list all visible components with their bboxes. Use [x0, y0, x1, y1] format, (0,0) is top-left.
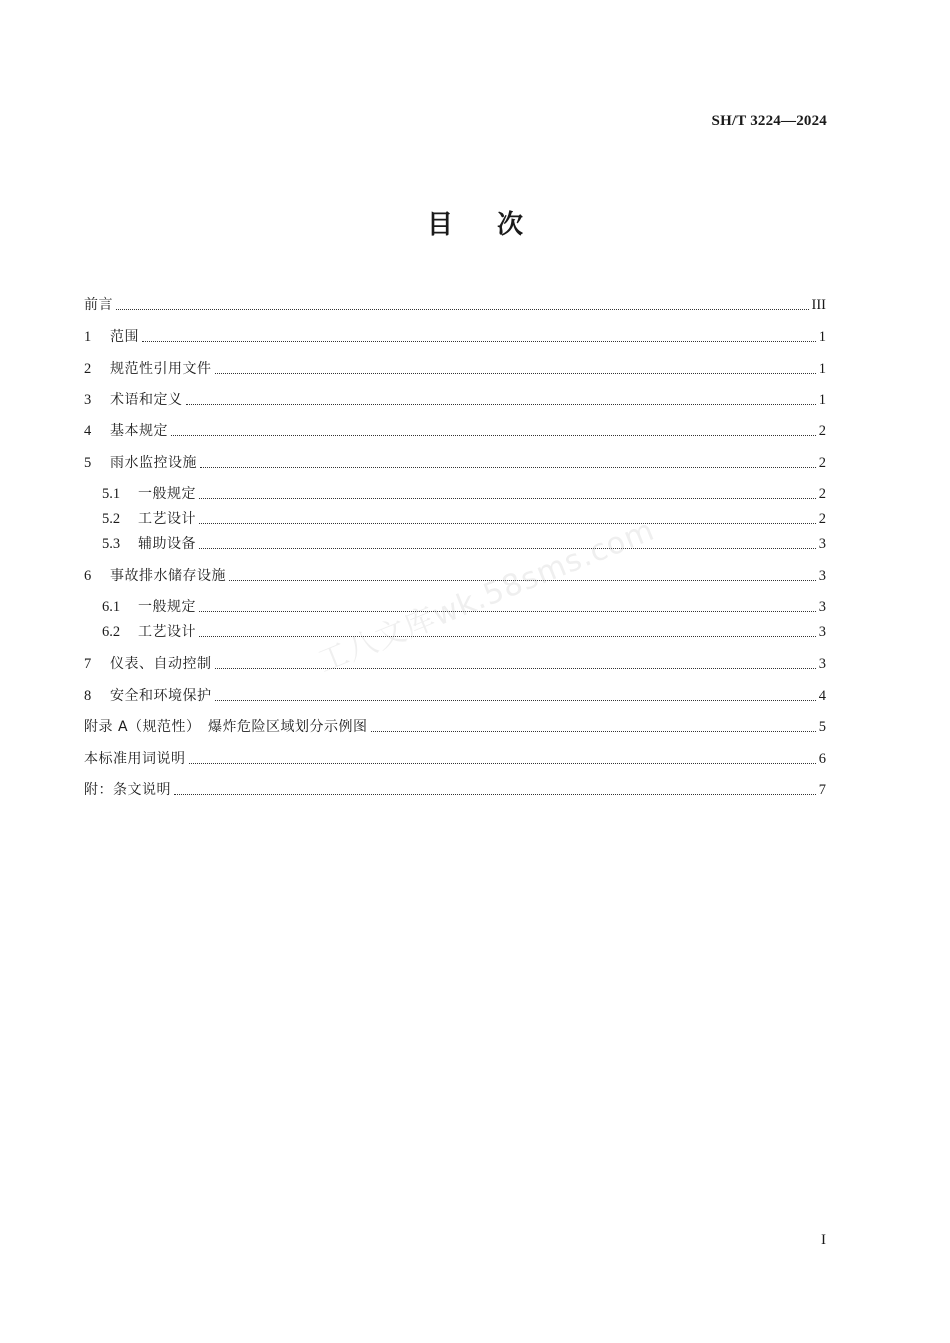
- toc-leader-dots: [215, 667, 816, 669]
- toc-entry-number: 6: [84, 568, 92, 584]
- toc-entry-4[interactable]: [84, 419, 826, 441]
- toc-entry-5-2[interactable]: [102, 507, 826, 529]
- toc-entry-page: 4: [818, 688, 826, 704]
- toc-entry-label: 前言: [84, 297, 113, 313]
- toc-leader-dots: [215, 699, 816, 701]
- toc-entry-number: 5.3: [102, 536, 121, 552]
- toc-entry-label: 安全和环境保护: [110, 688, 212, 704]
- toc-entry-preface[interactable]: [84, 293, 826, 315]
- toc-entry-page: 3: [818, 624, 826, 640]
- toc-leader-dots: [199, 522, 816, 524]
- toc-entry-number: 5: [84, 455, 92, 471]
- toc-entry-page: 2: [818, 423, 826, 439]
- title-char-2: 次: [497, 210, 524, 240]
- toc-leader-dots: [142, 340, 816, 342]
- watermark: 工八文库wk.58sms.com: [312, 512, 660, 680]
- toc-entry-label: 术语和定义: [110, 392, 183, 408]
- toc-entry-7[interactable]: [84, 652, 826, 674]
- toc-entry-label: 规范性引用文件: [110, 361, 212, 377]
- toc-entry-5-3[interactable]: [102, 532, 826, 554]
- page-title: [0, 204, 950, 241]
- toc-entry-page: 3: [818, 599, 826, 615]
- toc-entry-label: 雨水监控设施: [110, 455, 197, 471]
- toc-entry-page: 6: [818, 751, 826, 767]
- toc-leader-dots: [171, 434, 816, 436]
- toc-leader-dots: [371, 730, 816, 732]
- toc-entry-page: 7: [818, 782, 826, 798]
- toc-entry-label: 附：条文说明: [84, 782, 171, 798]
- toc-entry-commentary[interactable]: [84, 778, 826, 800]
- toc-entry-label: 一般规定: [138, 486, 196, 502]
- toc-entry-page: 2: [818, 486, 826, 502]
- toc-entry-5[interactable]: [84, 451, 826, 473]
- toc-entry-label: 辅助设备: [138, 536, 196, 552]
- toc-entry-number: 7: [84, 656, 92, 672]
- toc-entry-label: 仪表、自动控制: [110, 656, 212, 672]
- toc-entry-label: 事故排水储存设施: [110, 568, 226, 584]
- toc-entry-3[interactable]: [84, 388, 826, 410]
- toc-entry-label: 附录 A（规范性） 爆炸危险区域划分示例图: [84, 719, 368, 735]
- toc-entry-label: 工艺设计: [138, 511, 196, 527]
- toc-entry-page: III: [811, 297, 826, 313]
- toc-leader-dots: [200, 466, 816, 468]
- toc-entry-page: 3: [818, 536, 826, 552]
- toc-leader-dots: [199, 547, 816, 549]
- toc-entry-label: 基本规定: [110, 423, 168, 439]
- toc-entry-page: 2: [818, 511, 826, 527]
- toc-entry-number: 5.1: [102, 486, 121, 502]
- toc-entry-page: 1: [818, 392, 826, 408]
- toc-entry-number: 6.1: [102, 599, 121, 615]
- toc-entry-1[interactable]: [84, 325, 826, 347]
- toc-entry-8[interactable]: [84, 684, 826, 706]
- toc-entry-label: 范围: [110, 329, 139, 345]
- toc-entry-page: 1: [818, 361, 826, 377]
- toc-entry-5-1[interactable]: [102, 482, 826, 504]
- toc-leader-dots: [199, 635, 816, 637]
- toc-entry-number: 5.2: [102, 511, 121, 527]
- toc-leader-dots: [116, 308, 809, 310]
- toc-leader-dots: [199, 610, 816, 612]
- toc-entry-page: 3: [818, 568, 826, 584]
- title-char-1: 目: [426, 210, 453, 240]
- toc-entry-appendix-a[interactable]: [84, 715, 826, 737]
- toc-entry-number: 1: [84, 329, 92, 345]
- toc-entry-page: 2: [818, 455, 826, 471]
- toc-leader-dots: [199, 497, 816, 499]
- toc-entry-label: 本标准用词说明: [84, 751, 186, 767]
- toc-entry-number: 4: [84, 423, 92, 439]
- toc-leader-dots: [215, 372, 816, 374]
- toc-entry-wording[interactable]: [84, 747, 826, 769]
- toc-entry-number: 3: [84, 392, 92, 408]
- toc-entry-label: 一般规定: [138, 599, 196, 615]
- toc-entry-label: 工艺设计: [138, 624, 196, 640]
- toc-leader-dots: [189, 762, 816, 764]
- toc-entry-number: 6.2: [102, 624, 121, 640]
- toc-entry-2[interactable]: [84, 357, 826, 379]
- standard-code: SH/T 3224—2024: [711, 113, 827, 129]
- toc-entry-page: 3: [818, 656, 826, 672]
- toc-entry-number: 8: [84, 688, 92, 704]
- toc-leader-dots: [186, 403, 816, 405]
- toc-entry-page: 1: [818, 329, 826, 345]
- page-number: I: [821, 1232, 826, 1248]
- toc-leader-dots: [174, 793, 816, 795]
- toc-entry-number: 2: [84, 361, 92, 377]
- toc-entry-page: 5: [818, 719, 826, 735]
